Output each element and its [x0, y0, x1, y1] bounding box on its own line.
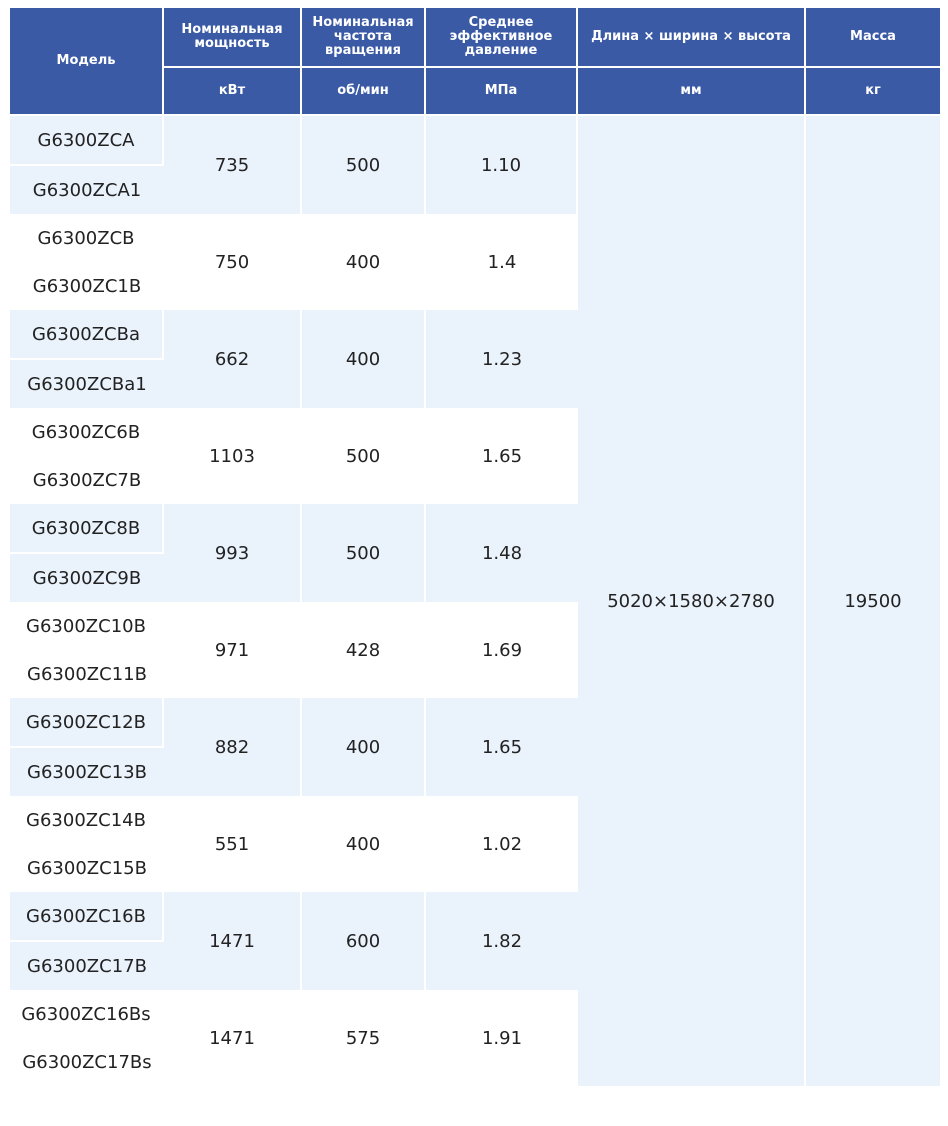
pressure-cell: 1.65 — [426, 698, 578, 796]
power-cell: 971 — [164, 602, 302, 698]
speed-cell: 500 — [302, 408, 426, 504]
unit-mass: кг — [806, 68, 940, 116]
model-cell: G6300ZC6B — [10, 408, 164, 456]
model-cell: G6300ZC15B — [10, 844, 164, 892]
speed-cell: 500 — [302, 504, 426, 602]
model-cell: G6300ZCA1 — [10, 166, 164, 214]
speed-cell: 500 — [302, 116, 426, 214]
speed-cell: 575 — [302, 990, 426, 1086]
header-mass: Масса — [806, 8, 940, 68]
power-cell: 750 — [164, 214, 302, 310]
speed-cell: 400 — [302, 310, 426, 408]
power-cell: 551 — [164, 796, 302, 892]
unit-pressure: МПа — [426, 68, 578, 116]
model-cell: G6300ZC11B — [10, 650, 164, 698]
header-speed: Номинальная частота вращения — [302, 8, 426, 68]
model-cell: G6300ZC16Bs — [10, 990, 164, 1038]
power-cell: 993 — [164, 504, 302, 602]
speed-cell: 400 — [302, 214, 426, 310]
pressure-cell: 1.65 — [426, 408, 578, 504]
model-cell: G6300ZC9B — [10, 554, 164, 602]
power-cell: 1471 — [164, 892, 302, 990]
header-power: Номинальная мощность — [164, 8, 302, 68]
table-row — [10, 116, 940, 166]
header-dimensions: Длина × ширина × высота — [578, 8, 806, 68]
model-cell: G6300ZC8B — [10, 504, 164, 554]
model-cell: G6300ZCBa — [10, 310, 164, 360]
unit-speed: об/мин — [302, 68, 426, 116]
speed-cell: 428 — [302, 602, 426, 698]
model-cell: G6300ZC12B — [10, 698, 164, 748]
power-cell: 662 — [164, 310, 302, 408]
power-cell: 1103 — [164, 408, 302, 504]
unit-power: кВт — [164, 68, 302, 116]
header-row — [10, 8, 940, 68]
mass-cell: 19500 — [806, 116, 940, 1086]
model-cell: G6300ZC1B — [10, 262, 164, 310]
pressure-cell: 1.48 — [426, 504, 578, 602]
pressure-cell: 1.91 — [426, 990, 578, 1086]
unit-dimensions: мм — [578, 68, 806, 116]
specification-table — [10, 8, 940, 1086]
pressure-cell: 1.23 — [426, 310, 578, 408]
model-cell: G6300ZC7B — [10, 456, 164, 504]
power-cell: 735 — [164, 116, 302, 214]
power-cell: 1471 — [164, 990, 302, 1086]
model-cell: G6300ZC17B — [10, 942, 164, 990]
pressure-cell: 1.4 — [426, 214, 578, 310]
model-cell: G6300ZCBa1 — [10, 360, 164, 408]
model-cell: G6300ZC17Bs — [10, 1038, 164, 1086]
pressure-cell: 1.69 — [426, 602, 578, 698]
pressure-cell: 1.82 — [426, 892, 578, 990]
model-cell: G6300ZC14B — [10, 796, 164, 844]
header-model: Модель — [10, 8, 164, 116]
pressure-cell: 1.02 — [426, 796, 578, 892]
model-cell: G6300ZCB — [10, 214, 164, 262]
power-cell: 882 — [164, 698, 302, 796]
model-cell: G6300ZC16B — [10, 892, 164, 942]
table-body — [10, 116, 940, 1086]
model-cell: G6300ZC10B — [10, 602, 164, 650]
speed-cell: 400 — [302, 796, 426, 892]
speed-cell: 400 — [302, 698, 426, 796]
pressure-cell: 1.10 — [426, 116, 578, 214]
model-cell: G6300ZC13B — [10, 748, 164, 796]
speed-cell: 600 — [302, 892, 426, 990]
dimensions-cell: 5020×1580×2780 — [578, 116, 806, 1086]
header-pressure: Среднее эффективное давление — [426, 8, 578, 68]
model-cell: G6300ZCA — [10, 116, 164, 166]
